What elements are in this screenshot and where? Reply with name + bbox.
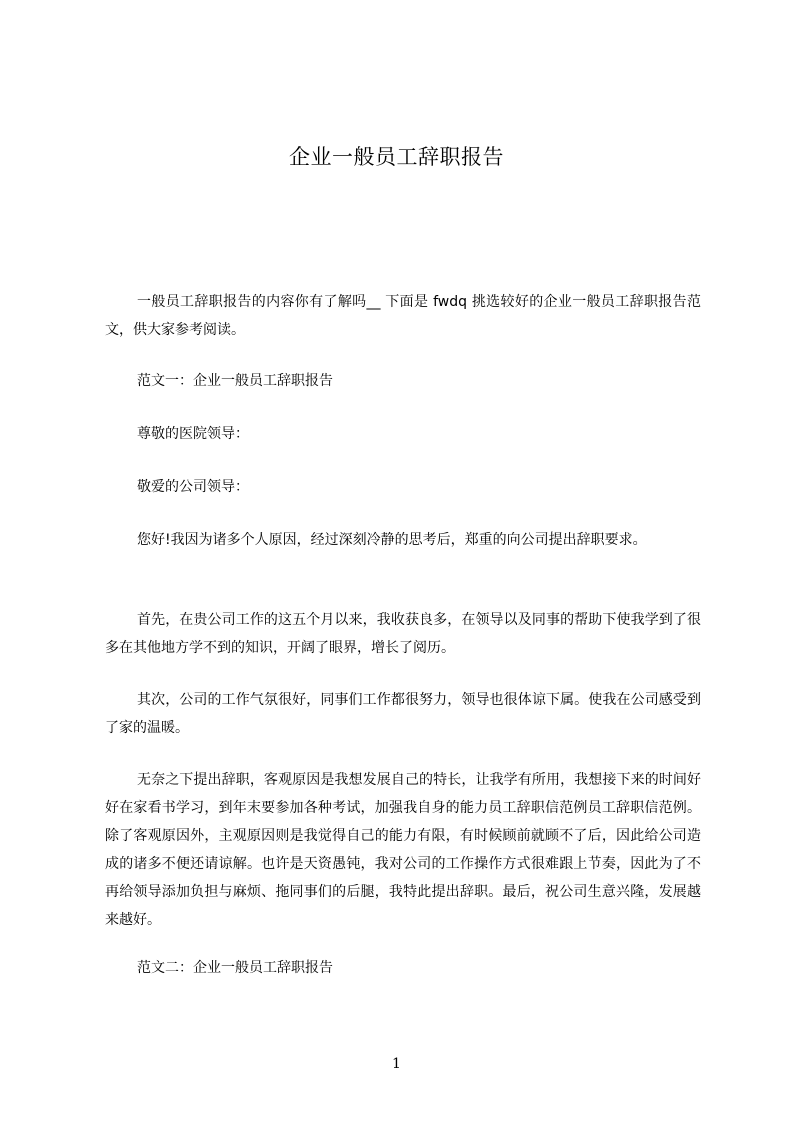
intro-paragraph: 一般员工辞职报告的内容你有了解吗__ 下面是 fwdq 挑选较好的企业一般员工辞职报告范文，供大家参考阅读。: [105, 294, 701, 338]
first-point-paragraph: 首先，在贵公司工作的这五个月以来，我收获良多，在领导以及同事的帮助下使我学到了很多在其他地方学不到的知识，开阔了眼界，增长了阅历。: [105, 612, 701, 656]
reason-paragraph: 无奈之下提出辞职，客观原因是我想发展自己的特长，让我学有所用，我想接下来的时间好好在家看书学习，到年末要参加各种考试，加强我自身的能力员工辞职信范例员工辞职信范例。除了客观原因外，主观原因则是我觉得自己的能力有限，有时候顾前就顾不了后，因此给公司造成的诸多不便还请谅解。也许是天资愚钝，我对公司的工作操作方式很难跟上节奏，因此为了不再给领导添加负担与麻烦、拖同事们的后腿，我特此提出辞职。最后，祝公司生意兴隆，发展越来越好。: [105, 772, 701, 928]
document-title: 企业一般员工辞职报告: [289, 145, 504, 169]
salutation-company: 敬爱的公司领导：: [137, 479, 249, 495]
second-point-paragraph: 其次，公司的工作气氛很好，同事们工作都很努力，领导也很体谅下属。使我在公司感受到了家的温暖。: [105, 692, 701, 736]
page-number: 1: [392, 1056, 401, 1072]
sample-two-heading: 范文二：企业一般员工辞职报告: [137, 960, 333, 976]
greeting-paragraph: 您好!我因为诸多个人原因，经过深刻冷静的思考后，郑重的向公司提出辞职要求。: [137, 532, 647, 548]
salutation-hospital: 尊敬的医院领导：: [137, 426, 249, 442]
sample-one-heading: 范文一：企业一般员工辞职报告: [137, 373, 333, 389]
